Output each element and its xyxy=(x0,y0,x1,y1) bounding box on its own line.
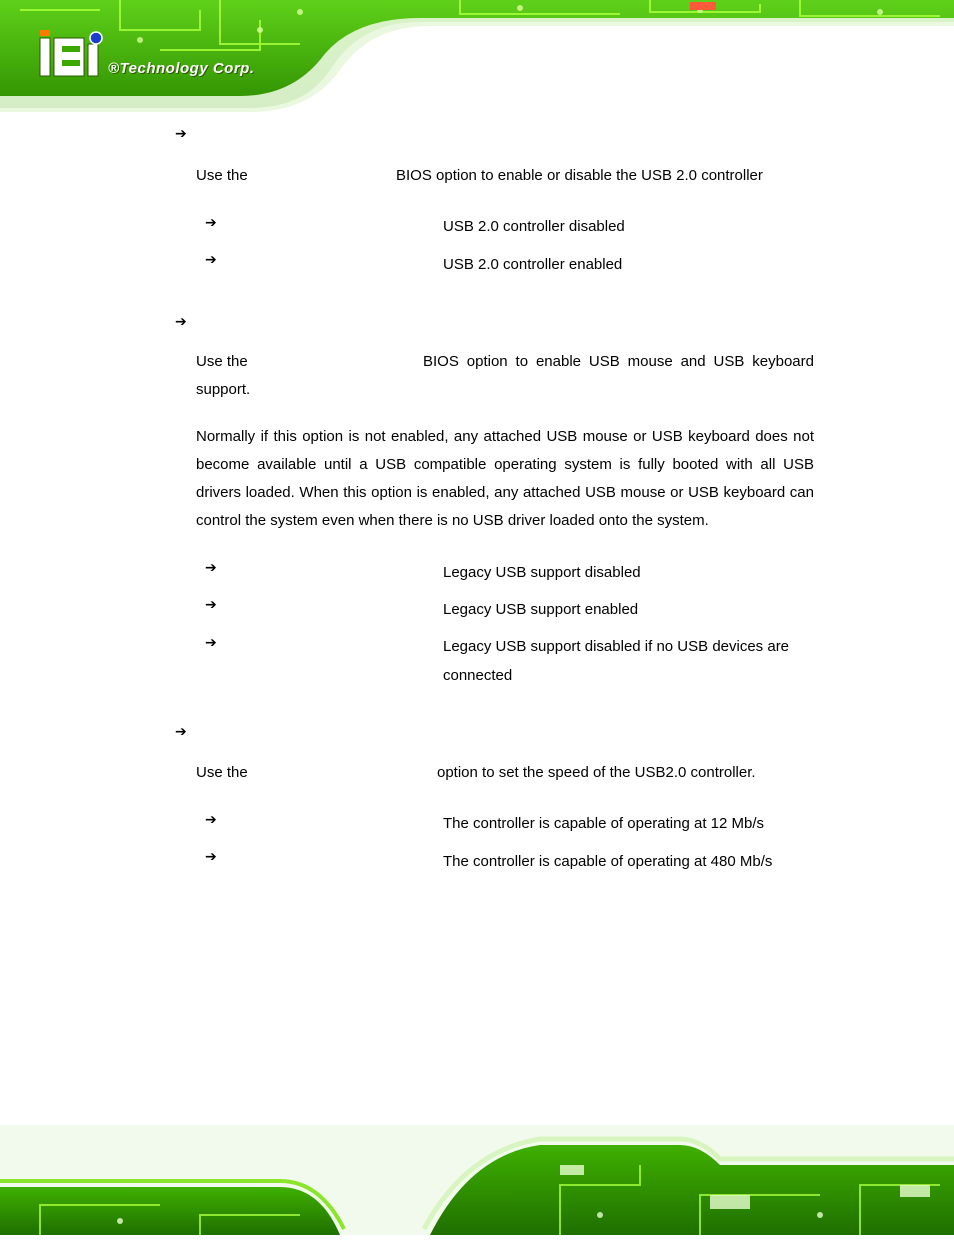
section-2-option-3-desc: Legacy USB support disabled if no USB devices are xyxy=(443,638,790,655)
option-arrow-icon: ➔ xyxy=(205,635,217,651)
footer-banner xyxy=(0,1125,954,1235)
section-3-intro-lead: Use the xyxy=(196,764,248,781)
section-arrow-icon: ➔ xyxy=(175,724,187,740)
section-2-option-2-desc: Legacy USB support enabled xyxy=(443,601,639,618)
section-arrow-icon: ➔ xyxy=(175,126,187,142)
option-arrow-icon: ➔ xyxy=(205,849,217,865)
section-2-intro-rest: BIOS option to enable USB mouse and USB keyboard xyxy=(423,353,814,370)
company-name: ®Technology Corp. xyxy=(108,60,255,77)
option-arrow-icon: ➔ xyxy=(205,560,217,576)
circuit-board-footer-graphic xyxy=(0,1125,954,1235)
section-2-option-3-desc-cont: connected xyxy=(443,667,513,684)
header-banner xyxy=(0,0,954,112)
section-3-intro-rest: option to set the speed of the USB2.0 controller. xyxy=(437,764,756,781)
option-arrow-icon: ➔ xyxy=(205,252,217,268)
section-2-intro-tail: support. xyxy=(196,381,251,398)
section-arrow-icon: ➔ xyxy=(175,314,187,330)
option-arrow-icon: ➔ xyxy=(205,812,217,828)
section-2-intro-lead: Use the xyxy=(196,353,248,370)
section-2-paragraph: Normally if this option is not enabled, any attached USB mouse or USB keyboard does not become available until a USB compatible operating system is fully booted with all USB drivers loaded. When this option is enabled, any attached USB mouse or USB keyboard can control the system even when there is no USB driver loaded onto the system. xyxy=(196,428,814,529)
iei-logo-icon xyxy=(38,30,108,78)
section-2-option-1-desc: Legacy USB support disabled xyxy=(443,564,641,581)
option-arrow-icon: ➔ xyxy=(205,215,217,231)
iei-logo xyxy=(38,30,108,83)
option-arrow-icon: ➔ xyxy=(205,597,217,613)
section-1-option-1-desc: USB 2.0 controller disabled xyxy=(443,218,625,235)
section-1-option-2-desc: USB 2.0 controller enabled xyxy=(443,256,623,273)
section-1-intro-lead: Use the xyxy=(196,167,248,184)
circuit-board-header-graphic xyxy=(0,0,954,112)
section-3-option-2-desc: The controller is capable of operating at 480 Mb/s xyxy=(443,853,773,870)
section-3-option-1-desc: The controller is capable of operating at 12 Mb/s xyxy=(443,815,765,832)
section-1-intro-rest: BIOS option to enable or disable the USB 2.0 controller xyxy=(396,167,763,184)
